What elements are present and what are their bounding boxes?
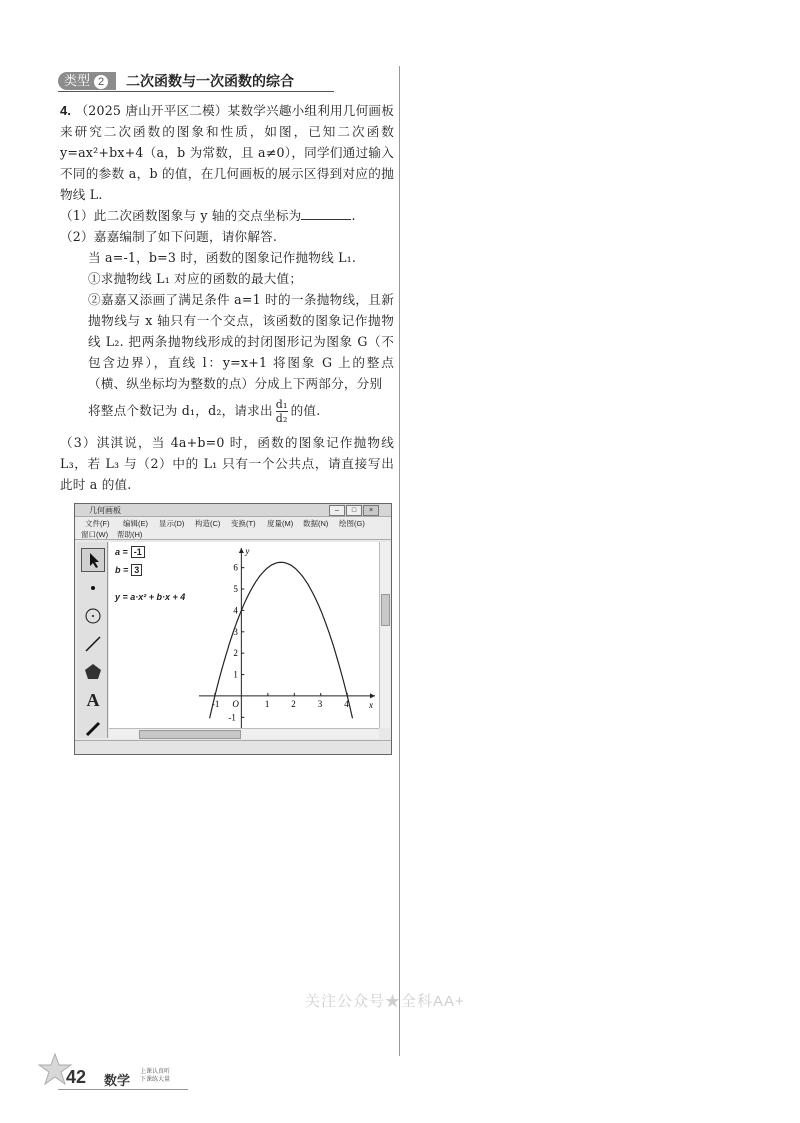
- problem-intro-text: （2025 唐山开平区二模）某数学兴趣小组利用几何画板来研究二次函数的图象和性质，如图，已知二次函数 y=ax²+bx+4（a，b 为常数，且 a≠0），同学们通过输入不同的参数 a，b 的值，在几何画板的展示区得到对应的抛物线 L.: [60, 103, 394, 202]
- text-tool[interactable]: A: [86, 690, 100, 710]
- function-plot: [199, 542, 379, 728]
- line-icon: [82, 633, 104, 655]
- slogan-line-2: 下课练大量: [140, 1076, 171, 1083]
- tail-suffix: 的值.: [290, 403, 321, 418]
- y-tick-label: 1: [233, 669, 238, 680]
- vertical-scrollbar[interactable]: [379, 542, 390, 728]
- part-2-line1: 当 a=-1，b=3 时，函数的图象记作抛物线 L₁.: [88, 250, 357, 265]
- param-a-label: a =: [115, 547, 128, 557]
- parabola-curve: [210, 562, 353, 718]
- param-b-value[interactable]: 3: [131, 564, 142, 576]
- polygon-tool[interactable]: [81, 660, 105, 684]
- part-2-question-1: ①求抛物线 L₁ 对应的函数的最大值；: [88, 271, 303, 286]
- page-number: 42: [66, 1067, 87, 1087]
- plot-ticks: [212, 563, 349, 723]
- y-tick-label: 4: [233, 605, 238, 616]
- menu-item-transform[interactable]: 变换(T): [231, 519, 256, 528]
- menu-item-file[interactable]: 文件(F): [85, 519, 110, 528]
- y-axis-label: y: [245, 546, 250, 556]
- marker-tool[interactable]: [81, 716, 105, 740]
- menu-item-data[interactable]: 数据(N): [303, 519, 329, 528]
- circle-icon: [82, 605, 104, 627]
- x-axis-arrow: [370, 693, 375, 698]
- x-tick-label: -1: [211, 698, 220, 709]
- compass-tool[interactable]: [81, 604, 105, 628]
- param-a-value[interactable]: -1: [131, 546, 145, 558]
- problem-number: 4.: [60, 103, 72, 118]
- minimize-button[interactable]: –: [329, 505, 345, 516]
- window-title: 几何画板: [89, 506, 121, 515]
- y-tick-label: 2: [233, 648, 238, 659]
- line-tool[interactable]: [81, 632, 105, 656]
- section-tag: [58, 72, 116, 90]
- horizontal-scroll-thumb[interactable]: [139, 730, 241, 739]
- close-button[interactable]: ×: [363, 505, 379, 516]
- section-tag-label: 类型: [64, 73, 91, 88]
- param-b: [115, 564, 142, 576]
- menu-item-help[interactable]: 帮助(H): [117, 530, 143, 539]
- window-titlebar: [75, 504, 391, 517]
- menu-item-edit[interactable]: 编辑(E): [123, 519, 148, 528]
- pencil-icon: [82, 717, 104, 739]
- horizontal-scrollbar[interactable]: [109, 728, 379, 739]
- part-2-question-2-tail: [88, 398, 394, 425]
- tail-prefix: 将整点个数记为 d₁，d₂，请求出: [88, 403, 273, 418]
- param-b-label: b =: [115, 565, 129, 575]
- x-tick-label: 3: [317, 698, 323, 709]
- slogan: [140, 1068, 170, 1084]
- point-tool[interactable]: [81, 576, 105, 600]
- status-bar: [75, 740, 391, 754]
- subject-label: 数学: [104, 1073, 131, 1088]
- watermark: 关注公众号★全科AA+: [305, 993, 465, 1010]
- menu-item-view[interactable]: 显示(D): [159, 519, 185, 528]
- x-tick-label: 2: [291, 698, 296, 709]
- x-tick-label: 1: [264, 698, 270, 709]
- part-1: [60, 205, 394, 226]
- arrow-icon: [82, 549, 104, 571]
- sketchpad-window: [74, 503, 392, 755]
- part-1-suffix: .: [351, 208, 356, 223]
- problem-intro: [60, 100, 394, 205]
- column-divider: [399, 66, 400, 1056]
- y-tick-label: 5: [233, 584, 238, 595]
- maximize-button[interactable]: □: [346, 505, 362, 516]
- part-2-head: （2）嘉嘉编制了如下问题，请你解答.: [60, 229, 278, 244]
- x-axis-label: x: [369, 699, 373, 710]
- y-tick-label: -1: [228, 712, 236, 723]
- sketch-canvas[interactable]: [109, 542, 379, 728]
- menu-item-window[interactable]: 窗口(W): [81, 530, 109, 539]
- x-tick-label: O: [232, 698, 239, 709]
- part-1-prefix: （1）此二次函数图象与 y 轴的交点坐标为: [60, 208, 302, 223]
- menu-item-measure[interactable]: 度量(M): [267, 519, 294, 528]
- footer-line: [58, 1089, 188, 1090]
- fraction-denominator: d₂: [275, 412, 288, 425]
- fraction: [276, 398, 288, 425]
- function-formula: y = a·x² + b·x + 4: [115, 592, 186, 602]
- x-tick-label: 4: [344, 698, 349, 709]
- toolbox: [77, 542, 108, 738]
- point-icon: [82, 577, 104, 599]
- fraction-numerator: d₁: [275, 398, 288, 411]
- y-tick-label: 3: [233, 626, 238, 637]
- polygon-icon: [82, 661, 104, 683]
- menu-item-graph[interactable]: 绘图(G): [339, 519, 365, 528]
- part-2-question-2: ②嘉嘉又添画了满足条件 a=1 时的一条抛物线，且新抛物线与 x 轴只有一个交点，该函数的图象记作抛物线 L₂. 把两条抛物线形成的封闭图形记为图象 G（不包含边界），直线 l：y=x+1 将图象 G 上的整点（横、纵坐标均为整数的点）分成上下两部分，分别: [88, 292, 394, 391]
- menu-bar-2: [75, 528, 391, 540]
- answer-blank: [301, 207, 351, 220]
- menu-item-construct[interactable]: 构造(C): [195, 519, 221, 528]
- vertical-scroll-thumb[interactable]: [381, 594, 390, 626]
- y-tick-label: 6: [233, 562, 238, 573]
- select-tool[interactable]: [81, 548, 105, 572]
- y-axis-arrow: [239, 548, 244, 553]
- section-title: 二次函数与一次函数的综合: [126, 73, 294, 89]
- param-a: [115, 546, 145, 558]
- part-3: （3）淇淇说，当 4a+b=0 时，函数的图象记作抛物线 L₃，若 L₃ 与（2）中的 L₁ 只有一个公共点，请直接写出此时 a 的值.: [60, 435, 394, 492]
- menu-bar: [75, 517, 391, 528]
- slogan-line-1: 上课认真听: [140, 1068, 171, 1075]
- section-underline: [58, 91, 334, 92]
- section-tag-number: 2: [94, 75, 108, 89]
